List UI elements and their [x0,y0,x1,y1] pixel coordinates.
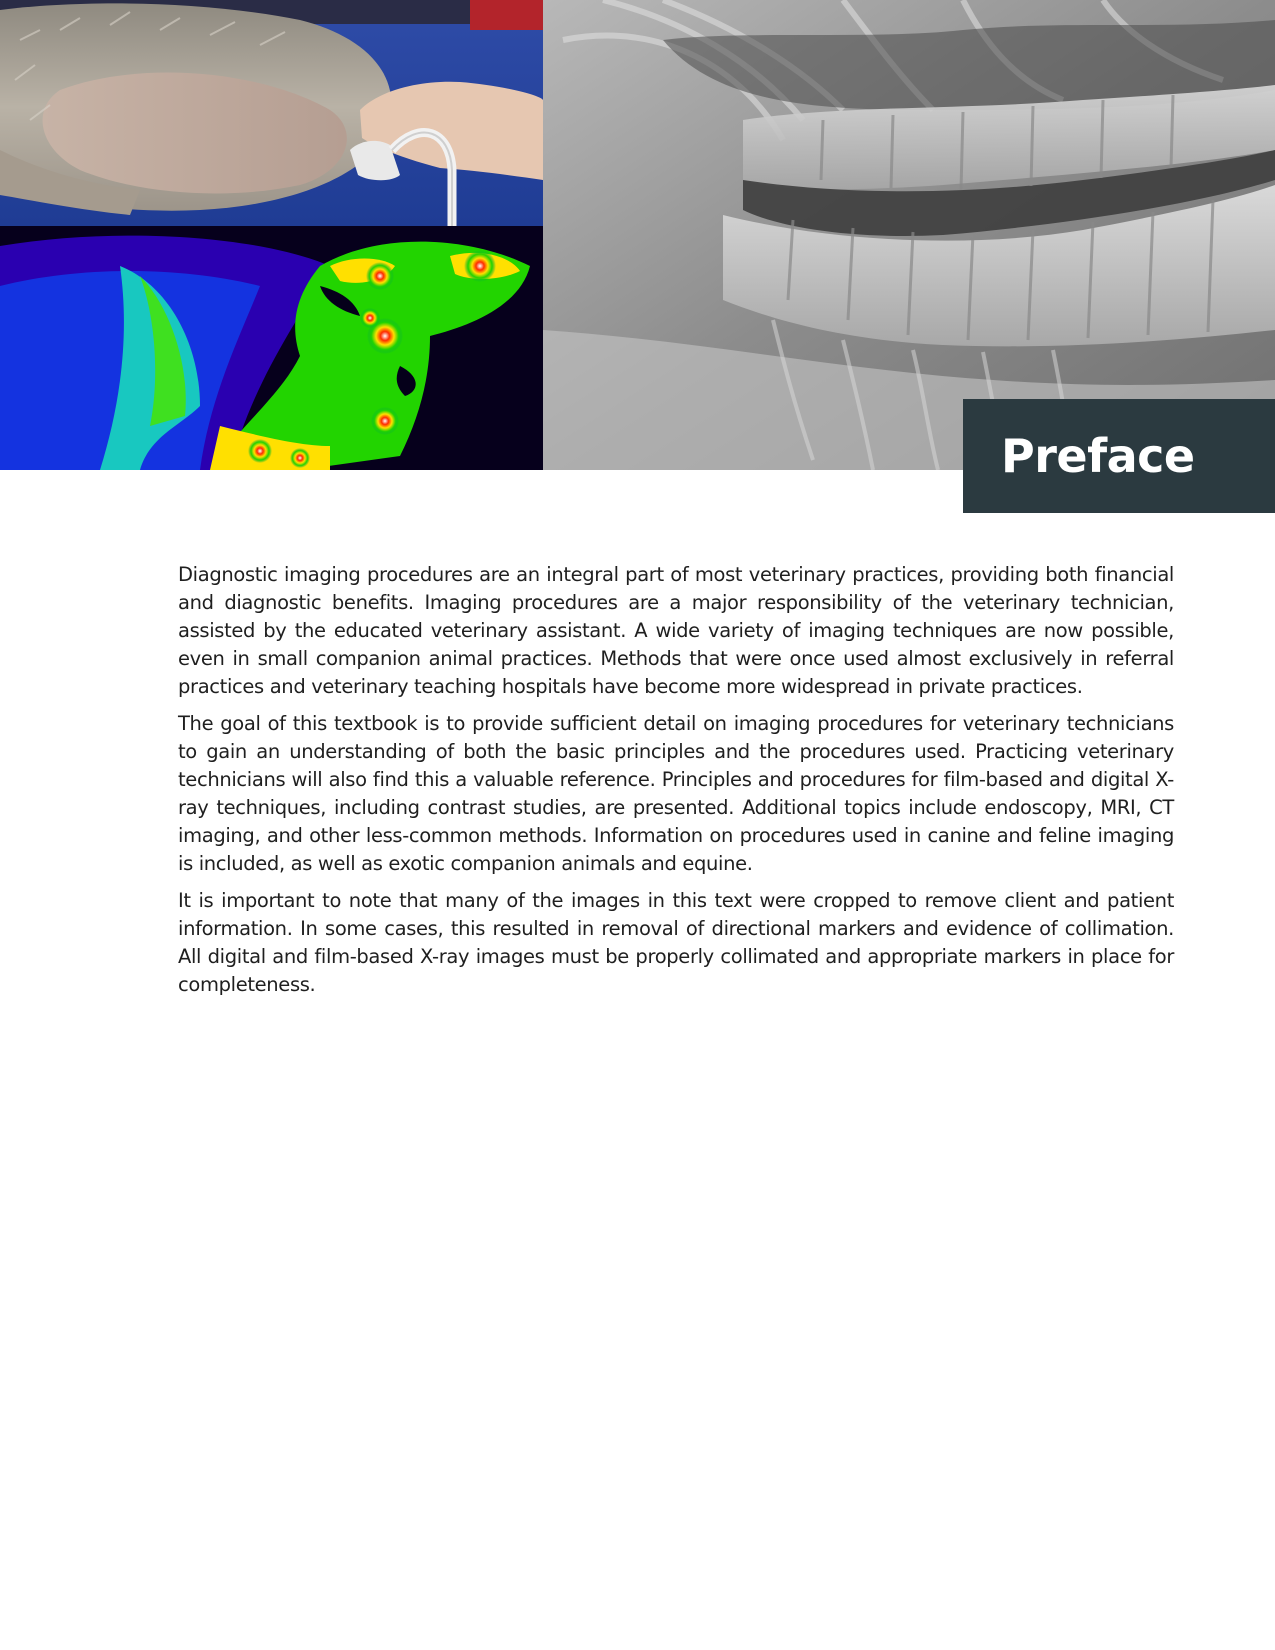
ultrasound-exam-photo [0,0,543,226]
title-block [963,399,1275,513]
thermal-image-photo [0,226,543,470]
page-title: Preface [1001,429,1195,483]
preface-body [178,561,1174,1008]
paragraph: The goal of this textbook is to provide sufficient detail on imaging procedures for veterinary technicians to gain an understanding of both the basic principles and the procedures used. Practicing veterinary technicians will also find this a valuable reference. Principles and procedures for film-based and digital X-ray techniques, including contrast studies, are presented. Additional topics include endoscopy, MRI, CT imaging, and other less-common methods. Information on procedures used in canine and feline imaging is included, as well as exotic companion animals and equine. [178,712,1174,875]
paragraph: It is important to note that many of the images in this text were cropped to remove client and patient information. In some cases, this resulted in removal of directional markers and evidence of collimation. All digital and film-based X-ray images must be properly collimated and appropriate markers in place for completeness. [178,889,1174,996]
paragraph: Diagnostic imaging procedures are an integral part of most veterinary practices, providing both financial and diagnostic benefits. Imaging procedures are a major responsibility of the veterinary technician, assisted by the educated veterinary assistant. A wide variety of imaging techniques are now possible, even in small companion animal practices. Methods that were once used almost exclusively in referral practices and veterinary teaching hospitals have become more widespread in private practices. [178,563,1174,698]
